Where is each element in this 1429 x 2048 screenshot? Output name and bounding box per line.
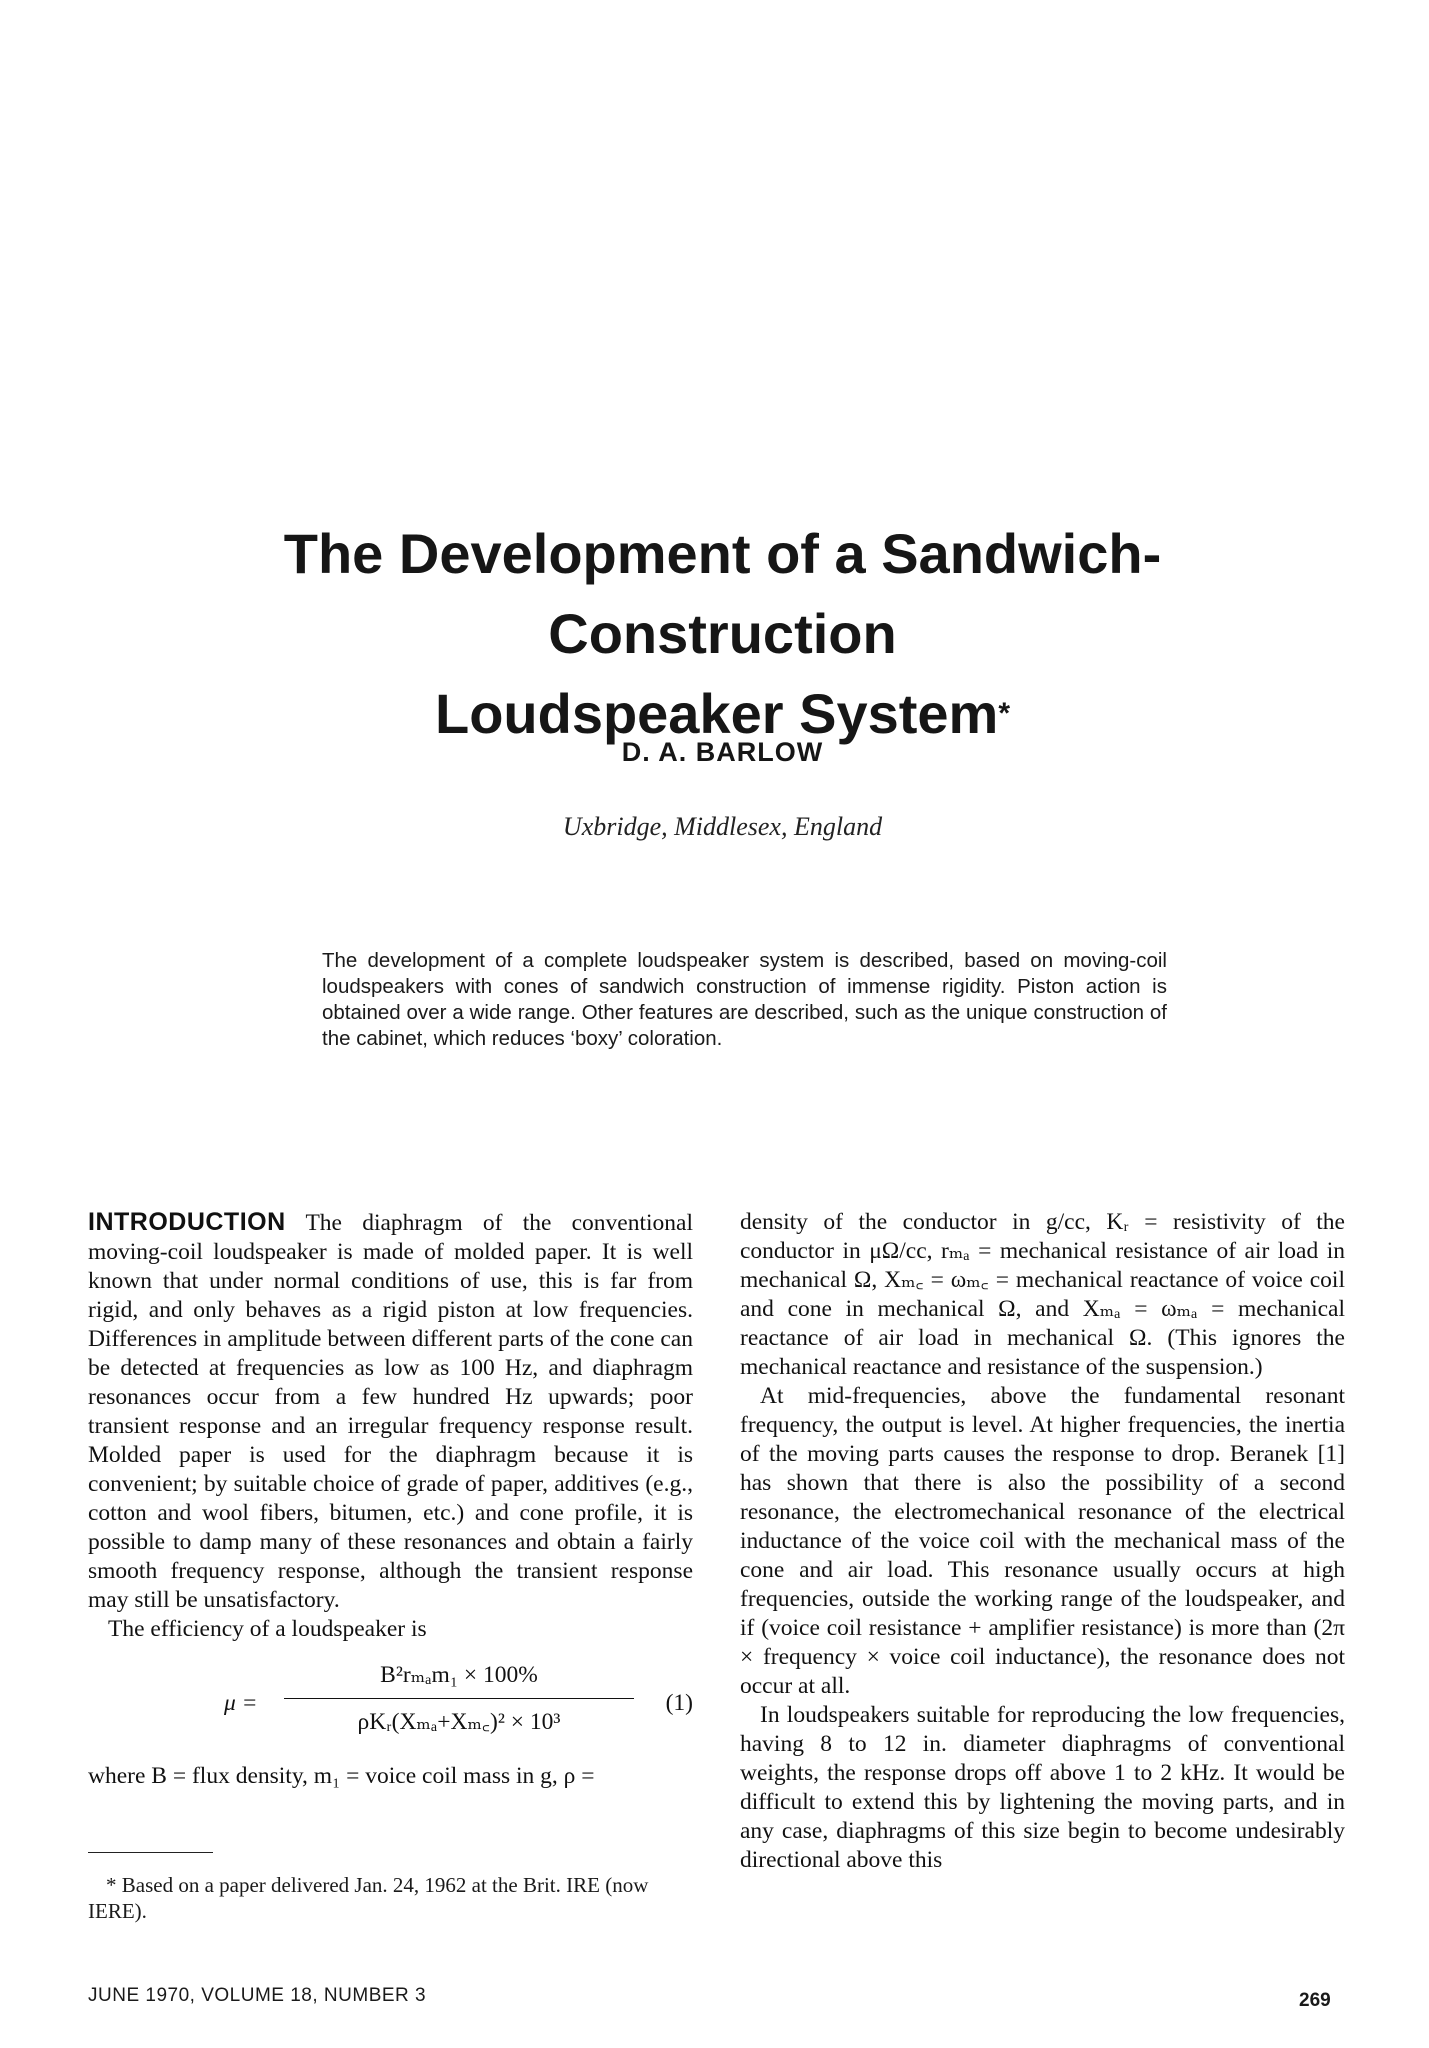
- mid-frequency-paragraph: At mid-frequencies, above the fundamental resonant frequency, the output is level. At higher frequencies, the inertia of the moving parts causes the response to drop. Beranek [1] has shown that there is also the possibility of a second resonance, the electromechanical resonance of the electrical inductance of the voice coil with the mechanical mass of the cone and air load. This resonance usually occurs at high frequencies, outside the working range of the loudspeaker, and if (voice coil resistance + amplifier resistance) is more than (2π × frequency × voice coil inductance), the resonance does not occur at all.: [740, 1383, 1345, 1699]
- equation-lhs: μ =: [224, 1690, 258, 1716]
- journal-issue: JUNE 1970, VOLUME 18, NUMBER 3: [88, 1985, 427, 2006]
- intro-paragraph: [88, 1208, 693, 1615]
- author-affiliation: Uxbridge, Middlesex, England: [562, 812, 883, 841]
- title-line-1: The Development of a Sandwich-Construction: [283, 522, 1162, 665]
- right-column: [740, 1208, 1345, 1875]
- page-number: 269: [1299, 1990, 1331, 2011]
- intro-text: The diaphragm of the conventional moving-coil loudspeaker is made of molded paper. It is well known that under normal conditions of use, this is far from rigid, and only behaves as a rigid piston at low frequencies. Differences in amplitude between different parts of the cone can be detected at frequencies as low as 100 Hz, and diaphragm resonances occur from a few hundred Hz upwards; poor transient response and an irregular frequency response result. Molded paper is used for the diaphragm because it is convenient; by suitable choice of grade of paper, additives (e.g., cotton and wool fibers, bitumen, etc.) and cone profile, it is possible to damp many of these resonances and obtain a fairly smooth frequency response, although the transient response may still be unsatisfactory.: [88, 1210, 693, 1613]
- efficiency-paragraph: The efficiency of a loudspeaker is: [108, 1616, 427, 1642]
- low-frequency-paragraph: In loudspeakers suitable for reproducing the low frequencies, having 8 to 12 in. diameter diaphragms of conventional weights, the response drops off above 1 to 2 kHz. It would be difficult to extend this by lightening the moving parts, and in any case, diaphragms of this size begin to become undesirably directional above this: [740, 1702, 1345, 1873]
- fraction-bar: [284, 1698, 634, 1699]
- abstract: The development of a complete loudspeaker system is described, based on moving-coil loudspeakers with cones of sandwich construction of immense rigidity. Piston action is obtained over a wide range. Other features are described, such as the unique construction of the cabinet, which reduces ‘boxy’ coloration.: [322, 949, 1167, 1050]
- definitions-paragraph: density of the conductor in g/cc, Kᵣ = resistivity of the conductor in μΩ/cc, rₘₐ = mechanical resistance of air load in mechanical Ω, Xₘ꜀ = ωₘ꜀ = mechanical reactance of voice coil and cone in mechanical Ω, and Xₘₐ = ωₘₐ = mechanical reactance of air load in mechanical Ω. (This ignores the mechanical reactance and resistance of the suspension.): [740, 1209, 1345, 1380]
- where-paragraph: where B = flux density, m₁ = voice coil mass in g, ρ =: [88, 1763, 595, 1789]
- equation-numerator: B²rₘₐm₁ × 100%: [380, 1662, 538, 1688]
- footnote-divider: [88, 1852, 213, 1853]
- equation-1: [88, 1654, 693, 1756]
- footnote: * Based on a paper delivered Jan. 24, 1962 at the Brit. IRE (now IERE).: [88, 1873, 649, 1923]
- section-heading-introduction: INTRODUCTION: [88, 1208, 286, 1236]
- title-footnote-marker: *: [998, 697, 1011, 730]
- author-name: D. A. BARLOW: [621, 737, 824, 767]
- equation-denominator: ρKᵣ(Xₘₐ+Xₘ꜀)² × 10³: [357, 1709, 561, 1735]
- title-line-2-text: Loudspeaker System: [434, 682, 999, 745]
- equation-number: (1): [665, 1690, 693, 1716]
- left-column: [88, 1208, 693, 1791]
- equation-fraction: [284, 1654, 634, 1743]
- article-title: [150, 514, 1295, 754]
